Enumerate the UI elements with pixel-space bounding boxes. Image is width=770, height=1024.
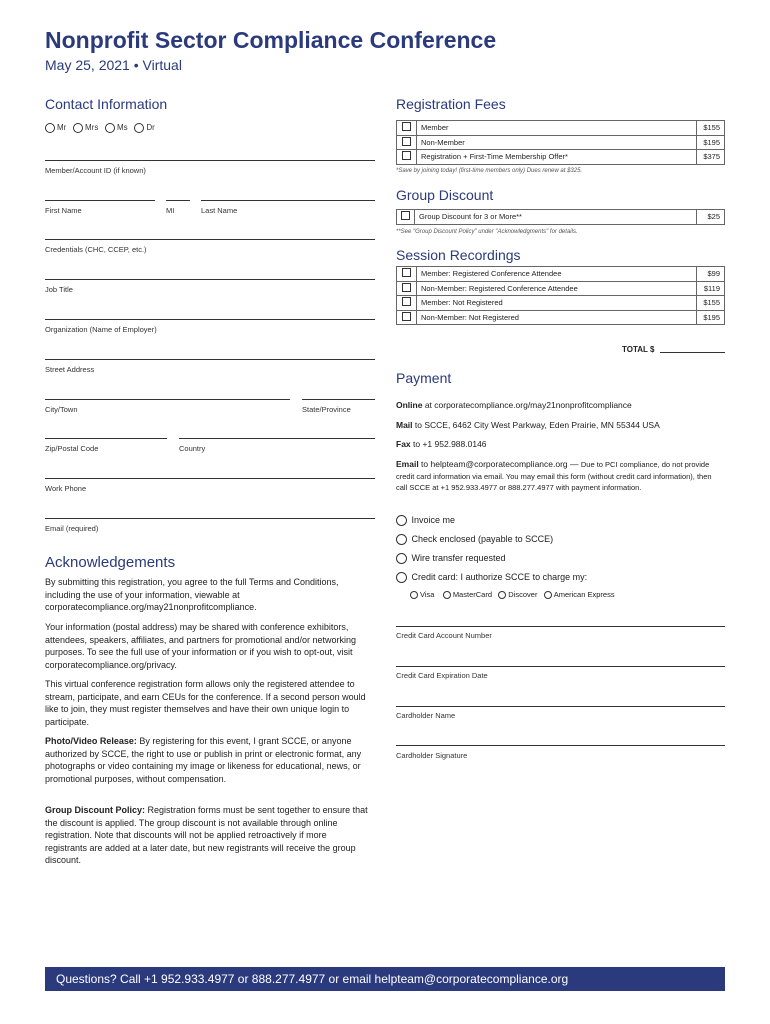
card-visa[interactable]: Visa <box>410 590 434 599</box>
organization-label: Organization (Name of Employer) <box>45 325 157 334</box>
total-field[interactable] <box>660 352 725 353</box>
member-id-field[interactable] <box>45 160 375 161</box>
member-id-label: Member/Account ID (if known) <box>45 166 146 175</box>
radio-icon <box>45 123 55 133</box>
radio-icon <box>73 123 83 133</box>
fees-note: *Save by joining today! (first-time members only) Dues renew at $325. <box>396 168 583 174</box>
organization-field[interactable] <box>45 319 375 320</box>
radio-icon <box>443 591 451 599</box>
recording-row[interactable]: Non-Member: Not Registered $195 <box>397 310 725 325</box>
mi-field[interactable] <box>166 200 190 201</box>
job-title-field[interactable] <box>45 279 375 280</box>
radio-icon <box>134 123 144 133</box>
fee-row[interactable]: Member $155 <box>397 121 725 136</box>
checkbox-icon <box>401 211 410 220</box>
page-title: Nonprofit Sector Compliance Conference <box>45 27 497 53</box>
recordings-heading: Session Recordings <box>396 247 521 263</box>
work-phone-field[interactable] <box>45 478 375 479</box>
checkbox-icon <box>402 151 411 160</box>
payment-email: Email to helpteam@corporatecompliance.org — Due to PCI compliance, do not provide credit card information via email. You may email this form (without credit card information), then call SCCE at +1 952.933.4977 or 888.277.4977 with payment information. <box>396 459 712 492</box>
ack-terms-paragraph: By submitting this registration, you agree to the full Terms and Conditions, including the use of your information, viewable at corporatecompliance.org/may21nonprofitcompliance. <box>45 577 339 612</box>
payment-mail: Mail to SCCE, 6462 City West Parkway, Eden Prairie, MN 55344 USA <box>396 420 660 430</box>
payment-heading: Payment <box>396 370 452 386</box>
cardholder-name-field[interactable] <box>396 706 725 707</box>
salutation-mrs[interactable]: Mrs <box>73 123 98 132</box>
group-table <box>396 209 725 225</box>
salutation-ms[interactable]: Ms <box>105 123 128 132</box>
group-note: **See "Group Discount Policy" under "Acknowledgments" for details. <box>396 229 578 235</box>
option-invoice[interactable]: Invoice me <box>396 515 455 526</box>
ack-virtual-paragraph: This virtual conference registration form allows only the registered attendee to stream, participate, and earn CEUs for the conference. If a second person would like to join, they must register themselves and have their own unique login to participate. <box>45 679 366 727</box>
zip-field[interactable] <box>45 438 167 439</box>
cc-number-label: Credit Card Account Number <box>396 631 492 640</box>
street-label: Street Address <box>45 365 95 374</box>
city-label: City/Town <box>45 405 78 414</box>
radio-icon <box>105 123 115 133</box>
footer-bar <box>45 967 725 991</box>
option-check[interactable]: Check enclosed (payable to SCCE) <box>396 534 553 545</box>
radio-icon <box>396 553 407 564</box>
fee-row[interactable]: Registration + First-Time Membership Offer* $375 <box>397 150 725 165</box>
option-wire[interactable]: Wire transfer requested <box>396 553 506 564</box>
job-title-label: Job Title <box>45 285 73 294</box>
salutation-mr[interactable]: Mr <box>45 123 66 132</box>
fees-table <box>396 120 725 165</box>
email-field[interactable] <box>45 518 375 519</box>
cardholder-signature-field[interactable] <box>396 745 725 746</box>
radio-icon <box>396 515 407 526</box>
group-heading: Group Discount <box>396 187 494 203</box>
state-label: State/Province <box>302 405 351 414</box>
radio-icon <box>396 572 407 583</box>
radio-icon <box>396 534 407 545</box>
country-label: Country <box>179 444 206 453</box>
checkbox-icon <box>402 312 411 321</box>
country-field[interactable] <box>179 438 375 439</box>
fees-heading: Registration Fees <box>396 96 506 112</box>
recordings-table <box>396 266 725 325</box>
card-discover[interactable]: Discover <box>498 590 537 599</box>
checkbox-icon <box>402 137 411 146</box>
email-label: Email (required) <box>45 524 99 533</box>
card-type-group <box>410 590 615 599</box>
zip-label: Zip/Postal Code <box>45 444 99 453</box>
card-amex[interactable]: American Express <box>544 590 615 599</box>
card-mastercard[interactable]: MasterCard <box>443 590 492 599</box>
first-name-label: First Name <box>45 206 82 215</box>
checkbox-icon <box>402 268 411 277</box>
radio-icon <box>410 591 418 599</box>
credentials-label: Credentials (CHC, CCEP, etc.) <box>45 245 147 254</box>
recording-row[interactable]: Member: Not Registered $155 <box>397 296 725 311</box>
cardholder-name-label: Cardholder Name <box>396 711 456 720</box>
payment-online: Online at corporatecompliance.org/may21nonprofitcompliance <box>396 400 632 410</box>
credentials-field[interactable] <box>45 239 375 240</box>
work-phone-label: Work Phone <box>45 484 87 493</box>
ack-group-paragraph: Group Discount Policy: Registration forms must be sent together to ensure that the discount is applied. The group discount is not available through online registration. Note that discounts will not be applied retroactively if more registrants are added at a later date, but new registrants will receive the group discount. <box>45 805 368 865</box>
checkbox-icon <box>402 297 411 306</box>
salutation-group <box>45 123 155 133</box>
total-label: TOTAL $ <box>622 345 655 354</box>
radio-icon <box>498 591 506 599</box>
checkbox-icon <box>402 283 411 292</box>
footer-contact-text: Questions? Call +1 952.933.4977 or 888.277.4977 or email helpteam@corporatecompliance.org <box>56 972 569 986</box>
mi-label: MI <box>166 206 175 215</box>
cc-expiration-field[interactable] <box>396 666 725 667</box>
fee-row[interactable]: Non-Member $195 <box>397 135 725 150</box>
salutation-dr[interactable]: Dr <box>134 123 154 132</box>
ack-heading: Acknowledgements <box>45 554 176 571</box>
cc-expiration-label: Credit Card Expiration Date <box>396 671 488 680</box>
recording-row[interactable]: Non-Member: Registered Conference Attendee $119 <box>397 281 725 296</box>
last-name-label: Last Name <box>201 206 238 215</box>
checkbox-icon <box>402 122 411 131</box>
radio-icon <box>544 591 552 599</box>
recording-row[interactable]: Member: Registered Conference Attendee $99 <box>397 267 725 282</box>
state-field[interactable] <box>302 399 375 400</box>
street-field[interactable] <box>45 359 375 360</box>
payment-fax: Fax to +1 952.988.0146 <box>396 439 487 449</box>
cc-number-field[interactable] <box>396 626 725 627</box>
page-subtitle: May 25, 2021 • Virtual <box>45 57 182 73</box>
first-name-field[interactable] <box>45 200 155 201</box>
last-name-field[interactable] <box>201 200 375 201</box>
group-row[interactable]: Group Discount for 3 or More** $25 <box>397 210 725 225</box>
ack-photo-paragraph: Photo/Video Release: By registering for this event, I grant SCCE, or anyone authorized by SCCE, the right to use or publish in print or electronic format, any photographs or video containing my image or likeness for educational, news, or promotional purposes, without compensation. <box>45 736 362 784</box>
cardholder-signature-label: Cardholder Signature <box>396 751 468 760</box>
option-credit-card[interactable]: Credit card: I authorize SCCE to charge my: <box>396 572 587 583</box>
contact-heading: Contact Information <box>45 96 168 112</box>
ack-privacy-paragraph: Your information (postal address) may be shared with conference exhibitors, attendees, speakers, affiliates, and partners for promotional and/or networking purposes. To see the full use of your information or if you wish to opt-out, visit corporatecompliance.org/privacy. <box>45 622 357 670</box>
city-field[interactable] <box>45 399 290 400</box>
